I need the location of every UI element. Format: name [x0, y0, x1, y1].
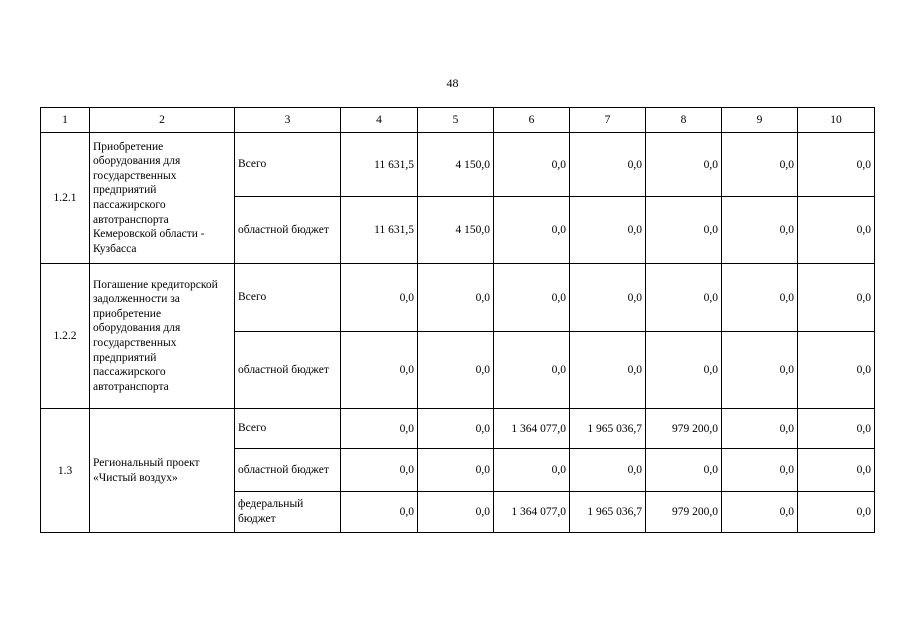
- funding-source: областной бюджет: [235, 449, 341, 492]
- value-cell: 0,0: [798, 133, 875, 197]
- value-cell: 0,0: [418, 409, 494, 449]
- value-cell: 0,0: [494, 264, 570, 332]
- value-cell: 979 200,0: [646, 409, 722, 449]
- value-cell: 0,0: [494, 332, 570, 409]
- value-cell: 0,0: [798, 409, 875, 449]
- value-cell: 0,0: [570, 264, 646, 332]
- value-cell: 1 364 077,0: [494, 492, 570, 533]
- value-cell: 0,0: [494, 133, 570, 197]
- value-cell: 0,0: [570, 197, 646, 264]
- value-cell: 0,0: [418, 492, 494, 533]
- value-cell: 0,0: [418, 264, 494, 332]
- funding-source: областной бюджет: [235, 332, 341, 409]
- value-cell: 4 150,0: [418, 133, 494, 197]
- value-cell: 0,0: [570, 449, 646, 492]
- header-cell: 9: [722, 108, 798, 133]
- budget-table: [40, 107, 875, 533]
- value-cell: 4 150,0: [418, 197, 494, 264]
- value-cell: 0,0: [418, 449, 494, 492]
- header-cell: 6: [494, 108, 570, 133]
- value-cell: 0,0: [722, 264, 798, 332]
- value-cell: 0,0: [722, 197, 798, 264]
- header-cell: 2: [90, 108, 235, 133]
- funding-source: Всего: [235, 133, 341, 197]
- table-row: [41, 264, 875, 332]
- value-cell: 0,0: [798, 197, 875, 264]
- value-cell: 0,0: [798, 264, 875, 332]
- value-cell: 0,0: [494, 449, 570, 492]
- value-cell: 0,0: [798, 449, 875, 492]
- value-cell: 979 200,0: [646, 492, 722, 533]
- header-cell: 8: [646, 108, 722, 133]
- table-row: [41, 409, 875, 449]
- row-name: Погашение кредиторской задолженности за приобретение оборудования для государственных предприятий пассажирского автотранспорта: [90, 264, 235, 409]
- value-cell: 0,0: [646, 264, 722, 332]
- header-cell: 1: [41, 108, 90, 133]
- value-cell: 0,0: [722, 332, 798, 409]
- page-number: 48: [446, 76, 459, 90]
- value-cell: 0,0: [646, 449, 722, 492]
- header-cell: 5: [418, 108, 494, 133]
- funding-source: областной бюджет: [235, 197, 341, 264]
- value-cell: 0,0: [341, 332, 418, 409]
- value-cell: 0,0: [722, 449, 798, 492]
- value-cell: 0,0: [341, 264, 418, 332]
- value-cell: 0,0: [570, 133, 646, 197]
- value-cell: 0,0: [494, 197, 570, 264]
- row-name: Приобретение оборудования для государственных предприятий пассажирского автотранспорта Кемеровской области - Кузбасса: [90, 133, 235, 264]
- value-cell: 0,0: [798, 332, 875, 409]
- value-cell: 1 965 036,7: [570, 409, 646, 449]
- value-cell: 1 364 077,0: [494, 409, 570, 449]
- header-cell: 4: [341, 108, 418, 133]
- value-cell: 0,0: [341, 449, 418, 492]
- funding-source: федеральный бюджет: [235, 492, 341, 533]
- value-cell: 11 631,5: [341, 197, 418, 264]
- row-code: 1.2.2: [41, 264, 90, 409]
- value-cell: 0,0: [341, 409, 418, 449]
- value-cell: 0,0: [646, 332, 722, 409]
- value-cell: 11 631,5: [341, 133, 418, 197]
- funding-source: Всего: [235, 264, 341, 332]
- row-code: 1.3: [41, 409, 90, 533]
- value-cell: 0,0: [646, 133, 722, 197]
- value-cell: 0,0: [722, 409, 798, 449]
- value-cell: 0,0: [722, 492, 798, 533]
- value-cell: 0,0: [418, 332, 494, 409]
- header-cell: 7: [570, 108, 646, 133]
- value-cell: 0,0: [341, 492, 418, 533]
- funding-source: Всего: [235, 409, 341, 449]
- value-cell: 0,0: [798, 492, 875, 533]
- row-code: 1.2.1: [41, 133, 90, 264]
- row-name: Региональный проект «Чистый воздух»: [90, 409, 235, 533]
- header-cell: 3: [235, 108, 341, 133]
- value-cell: 0,0: [570, 332, 646, 409]
- header-cell: 10: [798, 108, 875, 133]
- value-cell: 0,0: [646, 197, 722, 264]
- header-row: [41, 108, 875, 133]
- value-cell: 0,0: [722, 133, 798, 197]
- table-row: [41, 133, 875, 197]
- value-cell: 1 965 036,7: [570, 492, 646, 533]
